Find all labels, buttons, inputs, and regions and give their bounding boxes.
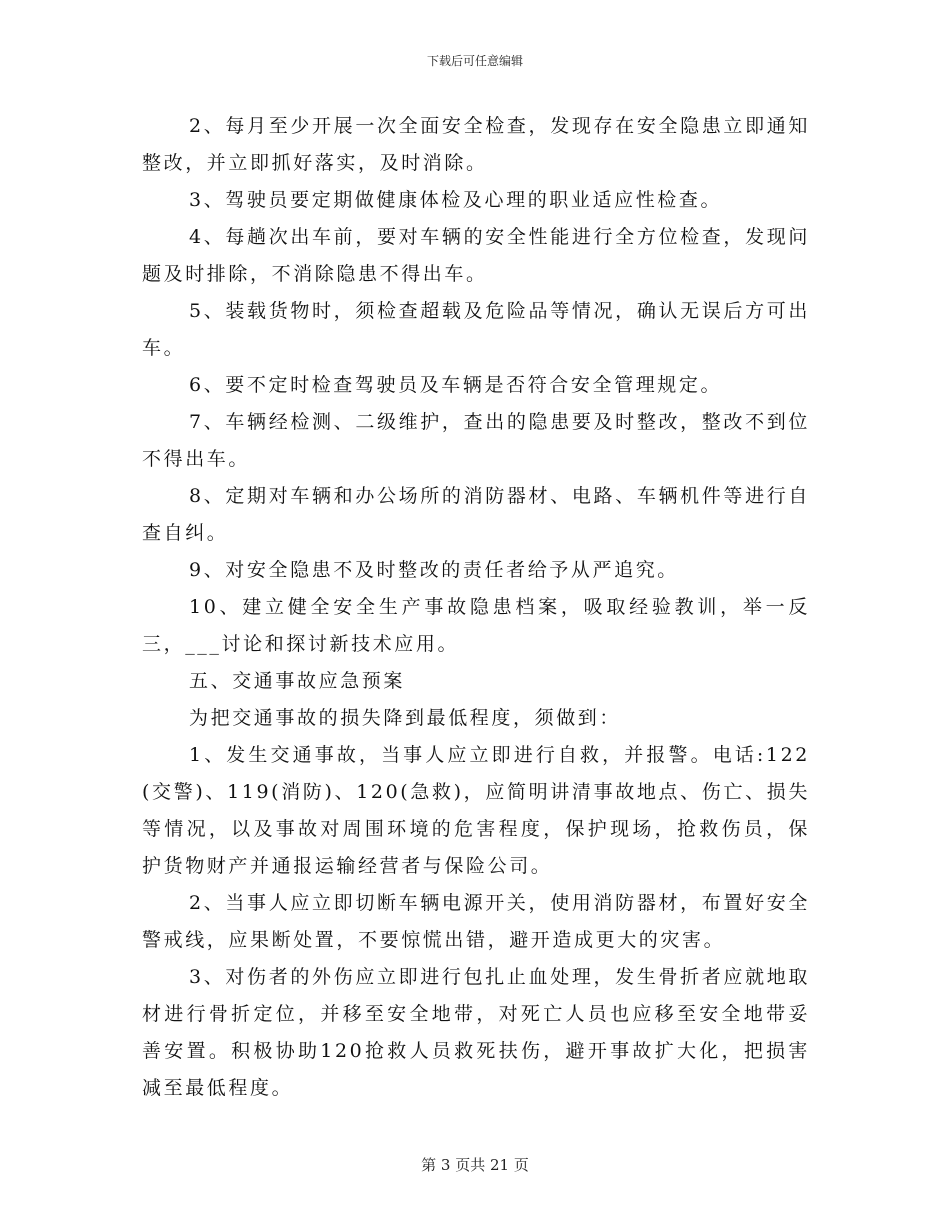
page-header-note: 下载后可任意编辑: [426, 54, 523, 68]
paragraph-item-3: 3、驾驶员要定期做健康体检及心理的职业适应性检查。: [189, 189, 723, 211]
emergency-step-2: 2、当事人应立即切断车辆电源开关，使用消防器材，布置好安全警戒线，应果断处置，不要惊慌出错，避开造成更大的灾害。: [142, 892, 810, 951]
emergency-step-3: 3、对伤者的外伤应立即进行包扎止血处理，发生骨折者应就地取材进行骨折定位，并移至安全地带，对死亡人员也应移至安全地带妥善安置。积极协助120抢救人员救死扶伤，避开事故扩大化，把损害减至最低程度。: [142, 966, 810, 1099]
paragraph-item-5: 5、装载货物时，须检查超载及危险品等情况，确认无误后方可出车。: [142, 300, 810, 359]
paragraph-item-2: 2、每月至少开展一次全面安全检查，发现存在安全隐患立即通知整改，并立即抓好落实，及时消除。: [142, 115, 810, 174]
paragraph-item-6: 6、要不定时检查驾驶员及车辆是否符合安全管理规定。: [189, 374, 723, 396]
emergency-step-1: 1、发生交通事故，当事人应立即进行自救，并报警。电话:122(交警)、119(消防)、120(急救)，应简明讲清事故地点、伤亡、损失等情况，以及事故对周围环境的危害程度，保护现场，抢救伤员，保护货物财产并通报运输经营者与保险公司。: [142, 744, 810, 877]
paragraph-item-8: 8、定期对车辆和办公场所的消防器材、电路、车辆机件等进行自查自纠。: [142, 485, 810, 544]
paragraph-item-9: 9、对安全隐患不及时整改的责任者给予从严追究。: [189, 559, 679, 581]
page-number-footer: 第 3 页共 21 页: [421, 1156, 529, 1174]
paragraph-item-4: 4、每趟次出车前，要对车辆的安全性能进行全方位检查，发现问题及时排除，不消除隐患不得出车。: [142, 226, 810, 285]
section-intro: 为把交通事故的损失降到最低程度，须做到：: [189, 707, 622, 729]
section-heading: 五、交通事故应急预案: [189, 670, 406, 692]
paragraph-item-7: 7、车辆经检测、二级维护，查出的隐患要及时整改，整改不到位不得出车。: [142, 411, 810, 470]
document-body: [142, 108, 810, 1107]
paragraph-item-10: 10、建立健全安全生产事故隐患档案，吸取经验教训，举一反三，___讨论和探讨新技术应用。: [142, 596, 810, 655]
